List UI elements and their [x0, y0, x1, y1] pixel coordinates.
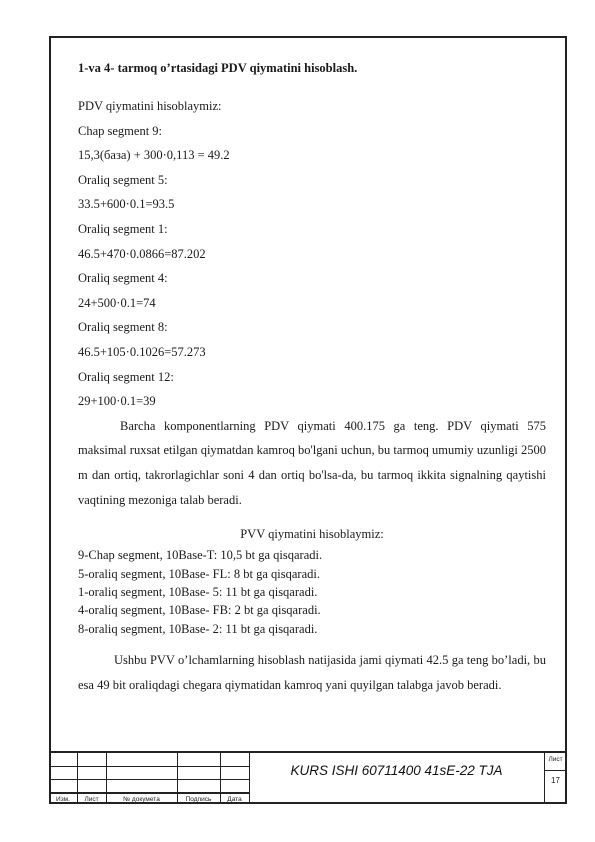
pdv-line: Oraliq segment 4:	[78, 271, 168, 286]
col-label-signature: Подпись	[185, 796, 212, 803]
pdv-line: Oraliq segment 8:	[78, 320, 168, 335]
pdv-line: Oraliq segment 12:	[78, 369, 174, 384]
sheet-number: 17	[551, 776, 560, 785]
section-title: 1-va 4- tarmoq o’rtasidagi PDV qiymatini hisoblash.	[78, 61, 358, 75]
col-label-sheet: Лист	[84, 796, 99, 803]
pvv-summary-paragraph: Ushbu PVV o’lchamlarning hisoblash natijasida jami qiymati 42.5 ga teng bo’ladi, bu esa 49 bit oraliqdagi chegara qiymatidan kamroq yani quyilgan talabga javob beradi.	[78, 653, 546, 692]
pvv-line: 5-oraliq segment, 10Base- FL: 8 bt ga qisqaradi.	[78, 566, 320, 581]
pvv-line: 9-Chap segment, 10Base-T: 10,5 bt ga qisqaradi.	[78, 548, 323, 563]
pdv-line: PDV qiymatini hisoblaymiz:	[78, 99, 222, 113]
pvv-line: 8-oraliq segment, 10Base- 2: 11 bt ga qisqaradi.	[78, 621, 318, 636]
pdv-line: Chap segment 9:	[78, 123, 163, 138]
pvv-line: 1-oraliq segment, 10Base- 5: 11 bt ga qisqaradi.	[78, 584, 318, 599]
col-label-change: Изм.	[56, 796, 70, 803]
document-code: KURS ISHI 60711400 41sE-22 TJA	[290, 763, 503, 778]
pdv-summary-paragraph: Barcha komponentlarning PDV qiymati 400.175 ga teng. PDV qiymati 575 maksimal ruxsat etilgan qiymatdan kamroq bo'lgani uchun, bu tarmoq umumiy uzunligi 2500 m dan ortiq, takrorlagichlar soni 4 dan ortiq bo'lsa-da, bu tarmoq ikkita signalning qaytishi vaqtining mezoniga talab beradi.	[78, 418, 546, 507]
pdv-line: Oraliq segment 5:	[78, 172, 168, 187]
title-block	[49, 751, 567, 804]
pvv-line: 4-oraliq segment, 10Base- FB: 2 bt ga qisqaradi.	[78, 603, 321, 618]
pdv-line: 46.5+470·0.0866=87.202	[78, 246, 206, 261]
pdv-line: 29+100·0.1=39	[78, 394, 156, 409]
col-label-date: Дата	[227, 796, 242, 803]
pvv-heading: PVV qiymatini hisoblaymiz:	[240, 527, 384, 542]
pdv-line: 15,3(база) + 300·0,113 = 49.2	[78, 148, 230, 163]
pdv-line: 24+500·0.1=74	[78, 295, 156, 310]
pdv-line: Oraliq segment 1:	[78, 221, 168, 236]
col-label-document-number: № докумета	[123, 796, 160, 803]
pdv-line: 33.5+600·0.1=93.5	[78, 197, 175, 212]
pvv-list	[78, 546, 546, 638]
document-body	[78, 58, 546, 697]
pdv-line: 46.5+105·0.1026=57.273	[78, 344, 206, 359]
sheet-label: Лист	[548, 756, 563, 763]
pdv-calculations	[78, 94, 546, 414]
